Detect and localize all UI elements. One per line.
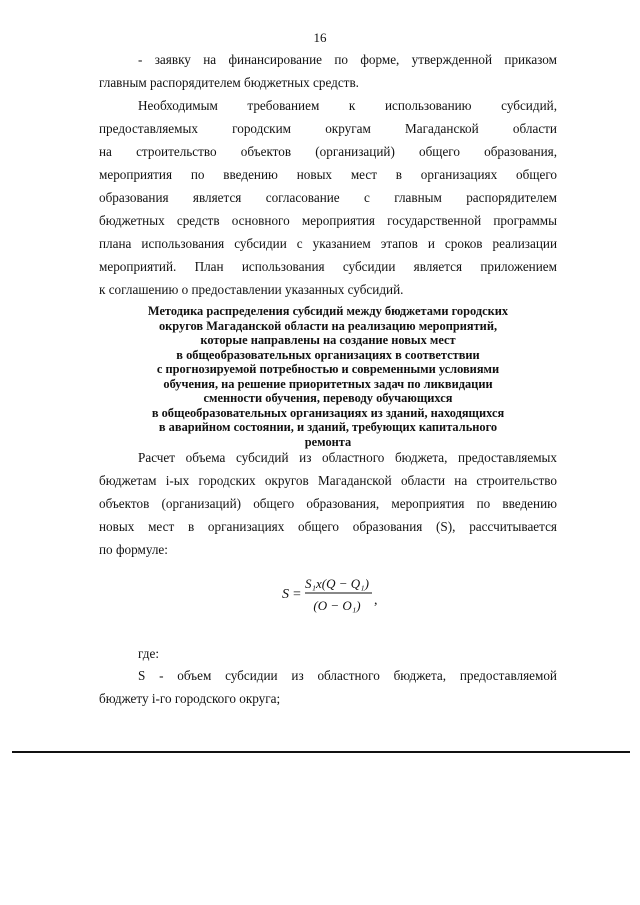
text-line: Необходимым требованием к использованию субсидий,	[138, 98, 557, 113]
formula-denominator: (O − O₁)	[313, 598, 361, 613]
text-line: мероприятия по введению новых мест в организациях общего	[99, 167, 557, 182]
text-line: плана использования субсидии с указанием этапов и сроков реализации	[99, 236, 557, 251]
text-line: Расчет объема субсидий из областного бюджета, предоставляемых	[138, 450, 557, 465]
paragraph-definition-s	[99, 664, 557, 710]
paragraph-application	[99, 48, 557, 94]
formula-equals: =	[293, 587, 301, 602]
subsidy-formula	[282, 572, 402, 616]
heading-line: в аварийном состоянии, и зданий, требующих капитального	[158, 420, 498, 434]
heading-line: которые направлены на создание новых мест	[200, 333, 456, 347]
paragraph-where	[99, 642, 557, 665]
text-line: на строительство объектов (организаций) общего образования,	[99, 144, 557, 159]
text-line: где:	[138, 646, 159, 661]
heading-line: Методика распределения субсидий между бюджетами городских	[147, 304, 509, 318]
text-line: новых мест в организациях общего образования (S), рассчитывается	[99, 519, 557, 534]
text-line: по формуле:	[99, 542, 168, 557]
text-line: S - объем субсидии из областного бюджета, предоставляемой	[138, 668, 557, 683]
heading-line: с прогнозируемой потребностью и современными условиями	[156, 362, 500, 376]
heading-line: в общеобразовательных организациях из зданий, находящихся	[151, 405, 505, 420]
formula-trailing-comma: ,	[374, 593, 378, 608]
heading-line: округов Магаданской области на реализацию мероприятий,	[158, 318, 498, 333]
paragraph-requirement	[99, 94, 557, 301]
heading-line: обучения, на решение приоритетных задач по ликвидации	[163, 376, 493, 391]
text-line: образования является согласование с главным распорядителем	[99, 190, 557, 205]
text-line: главным распорядителем бюджетных средств.	[99, 75, 359, 90]
text-line: предоставляемых городским округам Магаданской области	[99, 121, 557, 136]
formula-numerator: S₁x(Q − Q₁)	[304, 576, 370, 591]
heading-line: ремонта	[304, 434, 352, 449]
text-line: к соглашению о предоставлении указанных субсидий.	[99, 282, 404, 297]
page-bottom-rule	[12, 751, 630, 753]
text-line: бюджету i-го городского округа;	[99, 691, 281, 706]
heading-line: сменности обучения, переводу обучающихся	[203, 391, 453, 405]
text-line: бюджетных средств основного мероприятия государственной программы	[99, 213, 557, 228]
text-line: бюджетам i-ых городских округов Магаданской области на строительство	[99, 473, 557, 488]
heading-line: в общеобразовательных организациях в соответствии	[176, 347, 480, 362]
text-line: объектов (организаций) общего образования, мероприятия по введению	[99, 496, 557, 511]
formula-lhs: S	[282, 587, 289, 602]
section-heading	[99, 304, 557, 449]
text-line: мероприятий. План использования субсидии является приложением	[99, 259, 557, 274]
page-number: 16	[313, 30, 327, 45]
paragraph-calculation	[99, 446, 557, 561]
text-line: - заявку на финансирование по форме, утвержденной приказом	[138, 52, 557, 67]
